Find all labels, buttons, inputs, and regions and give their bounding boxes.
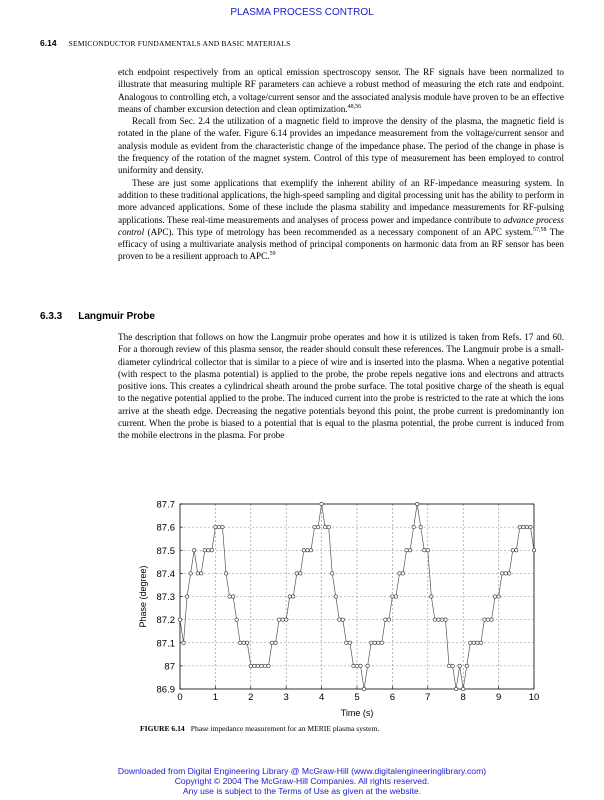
data-point — [281, 618, 284, 621]
x-tick-label: 9 — [495, 692, 502, 703]
data-point — [458, 664, 461, 667]
page-number: 6.14 — [40, 38, 57, 48]
data-point — [224, 572, 227, 575]
data-point — [238, 641, 241, 644]
section-title: Langmuir Probe — [78, 311, 155, 322]
data-point — [476, 641, 479, 644]
footer-download-line[interactable]: Downloaded from Digital Engineering Library @ McGraw-Hill (www.digitalengineeringlibrary.com) — [117, 766, 487, 776]
data-point — [451, 664, 454, 667]
data-point — [398, 572, 401, 575]
data-point — [469, 641, 472, 644]
figure-6-14-chart — [120, 492, 560, 722]
citation: 57,58 — [533, 226, 547, 233]
footer-copyright-line: Copyright © 2004 The McGraw-Hill Companies. All rights reserved. — [174, 776, 430, 787]
running-head — [40, 38, 291, 48]
data-point — [444, 618, 447, 621]
y-tick-label: 87.6 — [156, 522, 175, 534]
chapter-title: SEMICONDUCTOR FUNDAMENTALS AND BASIC MATERIALS — [68, 39, 291, 48]
data-point — [270, 641, 273, 644]
figure-label: FIGURE 6.14 — [140, 724, 185, 733]
data-point — [313, 525, 316, 528]
data-point — [306, 549, 309, 552]
data-point — [189, 572, 192, 575]
paragraph-4: The description that follows on how the Langmuir probe operates and how it is utilized is taken from Refs. 17 and 60. For a thorough review of this plasma sensor, the reader should consult these references. The Langmuir probe is a small-diameter cylindrical collector that is similar to a piece of wire and is inserted into the plasma. When a negative potential (with respect to the plasma potential) is applied to the probe, the probe repels negative ions and electrons and attracts positive ions. This creates a cylindrical sheath around the probe surface. The total positive charge of the sheath is equal to the negative potential applied to the probe. The induced current into the probe is restricted to the rate at which the ions arrive at the sheath edge. Decreasing the negative potentials beyond this point, the probe current is predominantly ion current. When the probe is biased to a potential that is equal to the plasma potential, the probe current is induced from the mobile electrons in the plasma. For probe — [118, 332, 564, 441]
data-point — [256, 664, 259, 667]
data-point — [309, 549, 312, 552]
page-banner: PLASMA PROCESS CONTROL — [230, 7, 374, 18]
data-point — [185, 595, 188, 598]
data-point — [338, 618, 341, 621]
data-point — [430, 595, 433, 598]
data-point — [454, 687, 457, 690]
data-point — [373, 641, 376, 644]
body-text-upper — [118, 66, 564, 263]
data-point — [462, 687, 465, 690]
data-point — [408, 549, 411, 552]
data-point — [377, 641, 380, 644]
data-point — [493, 595, 496, 598]
data-point — [405, 549, 408, 552]
data-point — [447, 664, 450, 667]
data-point — [515, 549, 518, 552]
y-tick-label: 87.4 — [156, 568, 175, 580]
citation: 48,56 — [347, 103, 362, 110]
data-point — [426, 549, 429, 552]
y-tick-label: 87 — [164, 661, 175, 673]
page-footer — [0, 766, 604, 797]
data-point — [472, 641, 475, 644]
data-point — [249, 664, 252, 667]
data-point — [242, 641, 245, 644]
data-point — [401, 572, 404, 575]
data-point — [369, 641, 372, 644]
data-point — [500, 572, 503, 575]
x-tick-label: 4 — [318, 692, 325, 703]
data-point — [479, 641, 482, 644]
x-axis-label: Time (s) — [340, 708, 374, 718]
data-point — [228, 595, 231, 598]
y-tick-label: 87.1 — [156, 638, 175, 650]
data-point — [522, 525, 525, 528]
citation: 59 — [269, 251, 276, 258]
data-point — [263, 664, 266, 667]
data-point — [196, 572, 199, 575]
data-point — [235, 618, 238, 621]
data-point — [246, 641, 249, 644]
data-point — [323, 525, 326, 528]
data-point — [341, 618, 344, 621]
data-point — [415, 502, 418, 505]
caption-text: Phase impedance measurement for an MERIE plasma system. — [190, 724, 380, 733]
data-point — [497, 595, 500, 598]
data-point — [532, 549, 535, 552]
y-tick-label: 86.9 — [156, 684, 175, 696]
data-point — [267, 664, 270, 667]
x-tick-label: 8 — [460, 692, 466, 703]
data-point — [210, 549, 213, 552]
data-point — [525, 525, 528, 528]
data-point — [486, 618, 489, 621]
paragraph-2: Recall from Sec. 2.4 the utilization of a magnetic field to improve the density of the plasma, the magnetic field is rotated in the plane of the wafer. Figure 6.14 provides an impedance measurement from the voltage/current sensor and analysis module as evident from the characteristic change of the impedance phase. The period of the change in phase is the frequency of the rotation of the magnet system. Control of this type of measurement has been employed to control uniformity and density. — [118, 116, 564, 176]
data-point — [292, 595, 295, 598]
data-point — [182, 641, 185, 644]
data-point — [214, 525, 217, 528]
data-point — [380, 641, 383, 644]
y-tick-label: 87.5 — [156, 545, 175, 557]
data-point — [299, 572, 302, 575]
x-tick-label: 3 — [283, 692, 289, 703]
data-point — [345, 641, 348, 644]
data-point — [327, 525, 330, 528]
data-point — [412, 525, 415, 528]
data-point — [217, 525, 220, 528]
data-point — [366, 664, 369, 667]
body-text-lower — [118, 331, 564, 442]
data-point — [221, 525, 224, 528]
data-point — [231, 595, 234, 598]
data-point — [433, 618, 436, 621]
data-point — [465, 664, 468, 667]
paragraph-1: etch endpoint respectively from an optical emission spectroscopy sensor. The RF signals have been normalized to illustrate that measuring multiple RF parameters can achieve a robust method of measuring the etch rate and endpoint. Analogous to controlling etch, a voltage/current sensor and the associated analysis module have proven to be an effective means of chamber excursion detection and clean optimization.$^{48,56}$ — [118, 67, 564, 114]
data-point — [203, 549, 206, 552]
x-tick-label: 6 — [389, 692, 396, 703]
data-point — [362, 687, 365, 690]
data-point — [483, 618, 486, 621]
footer-terms-line[interactable]: Any use is subject to the Terms of Use as given at the website. — [182, 786, 422, 797]
tick-layer — [157, 500, 540, 704]
data-point — [423, 549, 426, 552]
phase-chart — [120, 492, 560, 722]
data-point — [207, 549, 210, 552]
x-tick-label: 7 — [425, 692, 431, 703]
data-point — [334, 595, 337, 598]
data-point — [355, 664, 358, 667]
section-heading — [40, 311, 155, 322]
section-number: 6.3.3 — [40, 311, 63, 322]
data-point — [274, 641, 277, 644]
data-point — [440, 618, 443, 621]
y-tick-label: 87.3 — [156, 592, 175, 603]
x-tick-label: 1 — [212, 692, 219, 703]
y-tick-label: 87.7 — [156, 499, 175, 511]
data-point — [302, 549, 305, 552]
x-tick-label: 2 — [248, 692, 254, 703]
data-point — [391, 595, 394, 598]
data-point — [387, 618, 390, 621]
data-point — [419, 525, 422, 528]
data-point — [352, 664, 355, 667]
data-point — [316, 525, 319, 528]
data-point — [529, 525, 532, 528]
x-tick-label: 0 — [177, 692, 183, 703]
data-point — [394, 595, 397, 598]
data-point — [285, 618, 288, 621]
data-point — [384, 618, 387, 621]
x-tick-label: 5 — [354, 692, 360, 703]
data-point — [518, 525, 521, 528]
y-axis-label: Phase (degree) — [138, 565, 148, 628]
data-point — [200, 572, 203, 575]
figure-caption — [140, 724, 379, 733]
data-point — [320, 502, 323, 505]
italic-term: advance process control — [118, 214, 564, 237]
data-point — [295, 572, 298, 575]
data-point — [511, 549, 514, 552]
data-point — [348, 641, 351, 644]
data-point — [288, 595, 291, 598]
data-point — [260, 664, 263, 667]
data-point — [359, 664, 362, 667]
x-tick-label: 10 — [528, 692, 540, 703]
data-point — [508, 572, 511, 575]
paragraph-3: These are just some applications that exemplify the inherent ability of an RF-impedance measuring system. In addition to these traditional applications, the high-speed sampling and digital processing unit has the ability to perform in more advanced applications. Some of these include the plasma stability and impedance measurements for RF-pulsing applications. These real-time measurements and analyses of process power and impedance contribute to advance process control (APC). This type of metrology has been recommended as a necessary component of an APC system.$^{57,58}$ The efficacy of using a multivariate analysis method of principal components on harmonic data from an RF sensor has been proven to be a resilient approach to APC.$^{59}$ — [118, 177, 565, 262]
data-point — [277, 618, 280, 621]
data-point — [331, 572, 334, 575]
data-point — [178, 618, 181, 621]
data-point — [437, 618, 440, 621]
data-point — [253, 664, 256, 667]
y-tick-label: 87.2 — [156, 615, 175, 627]
data-point — [504, 572, 507, 575]
data-point — [490, 618, 493, 621]
data-point — [192, 549, 195, 552]
